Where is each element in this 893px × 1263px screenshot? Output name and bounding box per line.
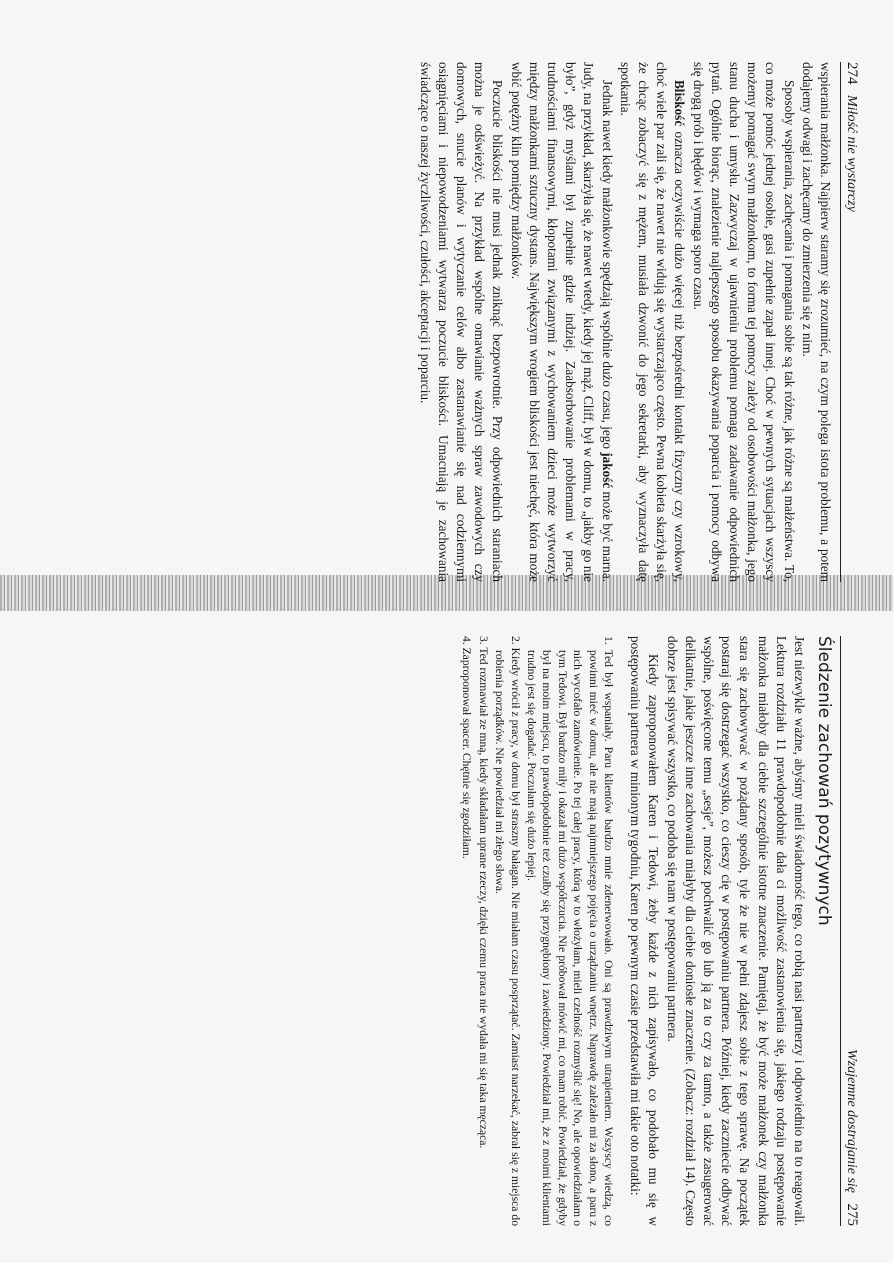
- note-item: 3. Ted rozmawiał ze mną, kiedy składałam uprane rzeczy, dzięki czemu praca nie wydała mi się taka męcząca.: [476, 636, 490, 1149]
- left-paragraph: wspierania małżonka. Najpierw staramy się zrozumieć, na czym polega istota problemu, a potem dodajemy odwagi i zachęcamy do zmierzenia się z nim.: [799, 62, 833, 582]
- bold-term: jakość: [599, 452, 615, 489]
- left-paragraph: Sposoby wspierania, zachęcania i pomagania sobie są tak różne, jak różne są małżeństwa. To, co może pomóc jednej osobie, gasi zupełnie zapał innej. Choć w pewnych sytuacjach wszyscy możemy pomagać swym małżonkom, to forma tej pomocy zależy od osobowości małżonka, jego stanu ducha i umysłu. Zazwyczaj w ujawnieniu problemu pomaga zadawanie odpowiednich pytań. Ogólnie biorąc, znalezienie najlepszego sposobu okazywania poparcia i pomocy odbywa się drogą prób i błędów i wymaga sporo czasu.: [690, 62, 797, 582]
- left-paragraph-text: Jednak nawet kiedy małżonkowie spędzają wspólnie dużo czasu, jego: [599, 80, 615, 449]
- right-page-number: 275: [844, 1203, 860, 1226]
- left-paragraph: Poczucie bliskości nie musi jednak zniknąć bezpowrotnie. Przy odpowiednich staraniach można je odświeżyć. Na przykład wspólne omawianie ważnych spraw zawodowych czy domowych, snucie planów i wytyczanie celów albo zastanawianie się nad codziennymi osiągnięciami i niepowodzeniami wytwarza poczucie bliskości. Umacniają je zachowania świadczące o naszej życzliwości, czułości, akceptacji i poparciu.: [417, 62, 506, 582]
- left-paragraph: [616, 62, 689, 582]
- left-page: [120, 62, 860, 582]
- right-page: [120, 636, 860, 1226]
- note-item: 1. Ted był wspaniały. Paru klientów bardzo mnie zdenerwowało. Oni są prawdziwym utrapieniem. Wszyscy wiedzą, co powinni mieć w domu, ale nie mają najmniejszego pojęcia o urządzaniu wnętrz. Naprawdę zależało mi za słono, a paru z nich wycofało zamówienie. Po tej całej pracy, którą w to włożyłam, mieli czelność rozmyślić się! No, ale opowiedziałam o tym Tedowi. Był bardzo miły i okazał mi dużo współczucia. Nie próbował mówić mi, co mam robić. Powiedział, że gdyby był na moim miejscu, to prawdopodobnie też czułby się przygnębiony i zawiedziony. Powiedział mi, że z moimi klientami trudno jest się dogadać. Poczułam się dużo lepiej.: [524, 636, 615, 1226]
- left-paragraph-text: oznacza oczywiście dużo więcej niż bezpośredni kontakt fizyczny czy wzrokowy, choć wiele par zali się, że nawet nie widują się wystarczająco często. Pewna kobieta skarżyła się, że chcąc zobaczyć się z mężem, musiała dzwonić do jego sekretarki, aby wyznaczyła datę spotkania.: [617, 62, 688, 582]
- right-running-head: Wzajemne dostrajanie się: [844, 1049, 859, 1193]
- left-page-body: [415, 62, 834, 582]
- left-running-head: Miłość nie wystarczy: [844, 95, 859, 212]
- section-title: Śledzenie zachowań pozytywnych: [814, 636, 834, 926]
- right-page-header: [840, 636, 860, 1226]
- left-paragraph-text: może być marna. Judy, na przykład, skarżyła się, że nawet wtedy, kiedy jej mąż, Cliff, był w domu, to „jakby go nie było”, gdyż myślami był zupełnie gdzie indziej. Zaabsorbowanie problemami w pracy, trudnościami finansowymi, kłopotami związanymi z wychowaniem dzieci może wytworzyć między małżonkami sztuczny dystans. Największym wrogiem bliskości jest niechęć, która może wbić potężny klin pomiędzy małżonków.: [508, 62, 615, 583]
- note-item: 2. Kiedy wrócił z pracy, w domu był straszny bałagan. Nie miałam czasu posprzątać. Zamiast narzekać, zabrał się z miejsca do robienia porządków. Nie powiedział mi złego słowa.: [493, 636, 522, 1226]
- note-item: 4. Zaproponował spacer. Chętnie się zgodziłam.: [460, 636, 474, 859]
- left-page-header: [840, 62, 860, 582]
- bold-term: Bliskość: [672, 80, 688, 127]
- right-page-body: [626, 636, 808, 1226]
- right-paragraph: Kiedy zaproponowałem Karen i Tedowi, żeby każde z nich zapisywało, co podobało mu się w postępowaniu partnera w minionym tygodniu, Karen po pewnym czasie przedstawiła mi takie oto notatki:: [628, 636, 662, 1226]
- right-paragraph: Jest niezwykle ważne, abyśmy mieli świadomość tego, co robią nasi partnerzy i odpowiednio na to reagowali. Lektura rozdziału 11 prawdopodobnie dała ci możliwość zastanowienia się, jakiego rodzaju postępowanie małżonka miałoby dla ciebie szczególnie istotne znaczenie. Pamiętaj, że być może małżonek czy małżonka stara się zachowywać w pożądany sposób, tyle że nie w pełni zdajesz sobie z tego sprawę. Na początek postaraj się dostrzegać wszystko, co cieszy cię w postępowaniu partnera. Później, kiedy zaczniecie odbywać wspólne, poświęcone temu „sesje”, możesz pochwalić go lub ją za to czy za tamto, a także zasugerować delikatnie, jakie jeszcze inne zachowania miałyby dla ciebie doniosłe znaczenie. (Zobacz: rozdział 14). Często dobrze jest spisywać wszystko, co podoba się nam w postępowaniu partnera.: [664, 636, 807, 1226]
- notes-list: [459, 636, 616, 1226]
- left-page-number: 274: [844, 62, 860, 85]
- left-paragraph: [506, 62, 615, 582]
